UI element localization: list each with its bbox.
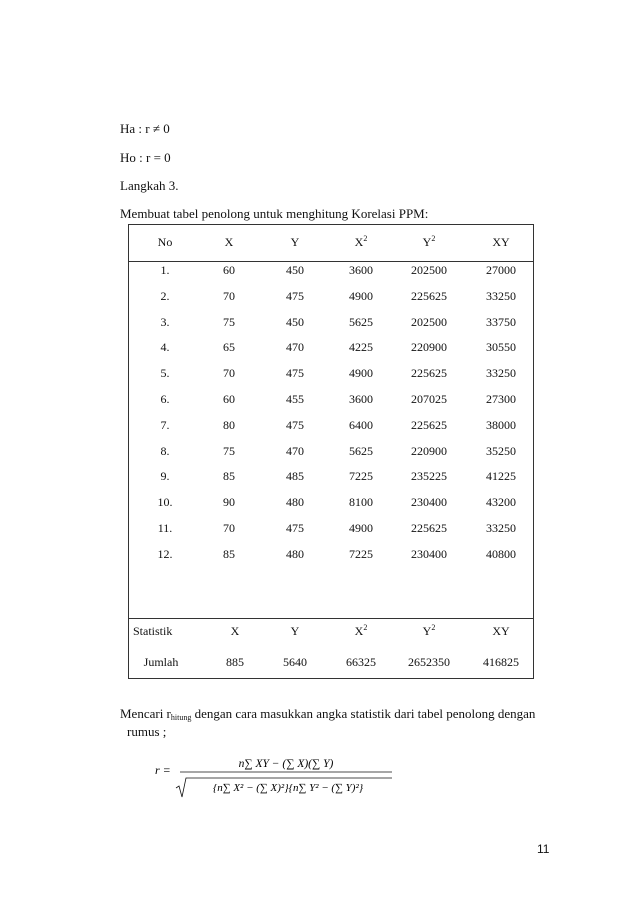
ha-hypothesis: Ha : r ≠ 0	[120, 121, 170, 136]
table-cell: 450	[286, 263, 304, 277]
table-cell: 220900	[411, 340, 447, 355]
header-cell-4: $Y^2$	[422, 234, 436, 249]
stat-header-3: $X^2$	[354, 623, 368, 638]
header-cell-5: XY	[492, 235, 510, 249]
stat-header-5: XY	[492, 624, 510, 638]
table-cell: 75	[223, 443, 235, 458]
step-label: Langkah 3.	[120, 178, 179, 193]
table-cell: 475	[286, 521, 304, 535]
table-cell: 3600	[349, 392, 373, 406]
total-cell-4: 2652350	[408, 655, 450, 669]
table-cell: 60	[223, 392, 235, 406]
table-cell: 60	[223, 263, 235, 277]
table-cell: 207025	[411, 392, 447, 406]
table-intro: Membuat tabel penolong untuk menghitung Korelasi PPM:	[120, 206, 429, 221]
table-cell: 470	[286, 340, 304, 355]
table-cell: 230400	[411, 546, 447, 561]
table-cell: 475	[286, 366, 304, 381]
table-cell: 90	[223, 495, 235, 510]
total-cell-3: 66325	[346, 655, 376, 669]
table-cell: 3600	[349, 263, 373, 277]
table-cell: 33250	[486, 521, 516, 535]
stats-divider	[129, 618, 533, 619]
table-cell: 33250	[486, 288, 516, 303]
table-cell: 1.	[160, 263, 170, 277]
table-cell: 75	[223, 314, 235, 329]
total-cell-2: 5640	[283, 655, 307, 669]
table-cell: 27000	[486, 263, 516, 277]
table-cell: 5.	[160, 366, 170, 381]
table-cell: 7225	[349, 469, 373, 484]
header-cell-2: Y	[290, 235, 300, 249]
header-cell-3: $X^2$	[354, 234, 368, 249]
table-cell: 7.	[160, 417, 170, 432]
formula-intro: rumus ;	[127, 724, 167, 739]
table-cell: 6.	[160, 392, 170, 406]
table-cell: 70	[223, 288, 235, 303]
table-cell: 3.	[160, 314, 170, 329]
header-divider	[129, 261, 533, 262]
table-cell: 4.	[160, 340, 170, 355]
table-cell: 43200	[486, 495, 516, 510]
helper-table	[128, 224, 534, 679]
table-cell: 480	[286, 495, 304, 510]
table-cell: 70	[223, 521, 235, 535]
table-cell: 27300	[486, 392, 516, 406]
table-cell: 6400	[349, 417, 373, 432]
table-cell: 4900	[349, 366, 373, 381]
total-cell-0: Jumlah	[143, 655, 179, 669]
table-cell: 40800	[486, 546, 516, 561]
table-cell: 455	[286, 392, 304, 406]
header-cell-0: No	[157, 235, 173, 249]
total-cell-1: 885	[226, 655, 244, 669]
table-cell: 10.	[157, 495, 173, 510]
find-r-text: Mencari $r_{hitung}$ dengan cara masukkan angka statistik dari tabel penolong dengan	[120, 706, 536, 722]
table-cell: 220900	[411, 443, 447, 458]
page-number: 11	[537, 842, 550, 856]
table-cell: 4900	[349, 288, 373, 303]
table-cell: 5625	[349, 443, 373, 458]
table-cell: 450	[286, 314, 304, 329]
table-cell: 480	[286, 546, 304, 561]
table-cell: 2.	[160, 288, 170, 303]
stat-header-0: Statistik	[133, 624, 173, 638]
table-cell: 225625	[411, 417, 447, 432]
table-cell: 33250	[486, 366, 516, 381]
table-cell: 202500	[411, 314, 447, 329]
table-cell: 485	[286, 469, 304, 484]
stat-header-2: Y	[290, 624, 300, 638]
table-cell: 8100	[349, 495, 373, 510]
pearson-formula	[150, 752, 410, 802]
table-cell: 4900	[349, 521, 373, 535]
table-cell: 230400	[411, 495, 447, 510]
table-cell: 225625	[411, 521, 447, 535]
formula-denominator: {n∑ X² − (∑ X)²}{n∑ Y² − (∑ Y)²}	[212, 782, 364, 794]
stat-header-1: X	[230, 624, 240, 638]
table-cell: 235225	[411, 469, 447, 484]
header-cell-1: X	[224, 235, 234, 249]
table-cell: 70	[223, 366, 235, 381]
table-cell: 65	[223, 340, 235, 355]
table-cell: 35250	[486, 443, 516, 458]
table-cell: 475	[286, 288, 304, 303]
table-cell: 85	[223, 469, 235, 484]
table-cell: 7225	[349, 546, 373, 561]
table-cell: 38000	[486, 417, 516, 432]
table-cell: 41225	[486, 469, 516, 484]
table-cell: 30550	[486, 340, 516, 355]
table-cell: 470	[286, 443, 304, 458]
table-cell: 85	[223, 546, 235, 561]
formula-numerator: n∑ XY − (∑ X)(∑ Y)	[238, 758, 334, 770]
table-cell: 5625	[349, 314, 373, 329]
table-cell: 33750	[486, 314, 516, 329]
formula-lhs: r =	[155, 763, 171, 777]
table-cell: 9.	[160, 469, 170, 484]
table-cell: 8.	[160, 443, 170, 458]
table-cell: 11.	[157, 521, 173, 535]
total-cell-5: 416825	[483, 655, 519, 669]
ho-hypothesis: Ho : r = 0	[120, 150, 171, 165]
stat-header-4: $Y^2$	[422, 623, 436, 638]
table-cell: 225625	[411, 366, 447, 381]
table-cell: 225625	[411, 288, 447, 303]
table-cell: 202500	[411, 263, 447, 277]
table-cell: 12.	[157, 546, 173, 561]
table-cell: 80	[223, 417, 235, 432]
table-cell: 4225	[349, 340, 373, 355]
table-cell: 475	[286, 417, 304, 432]
